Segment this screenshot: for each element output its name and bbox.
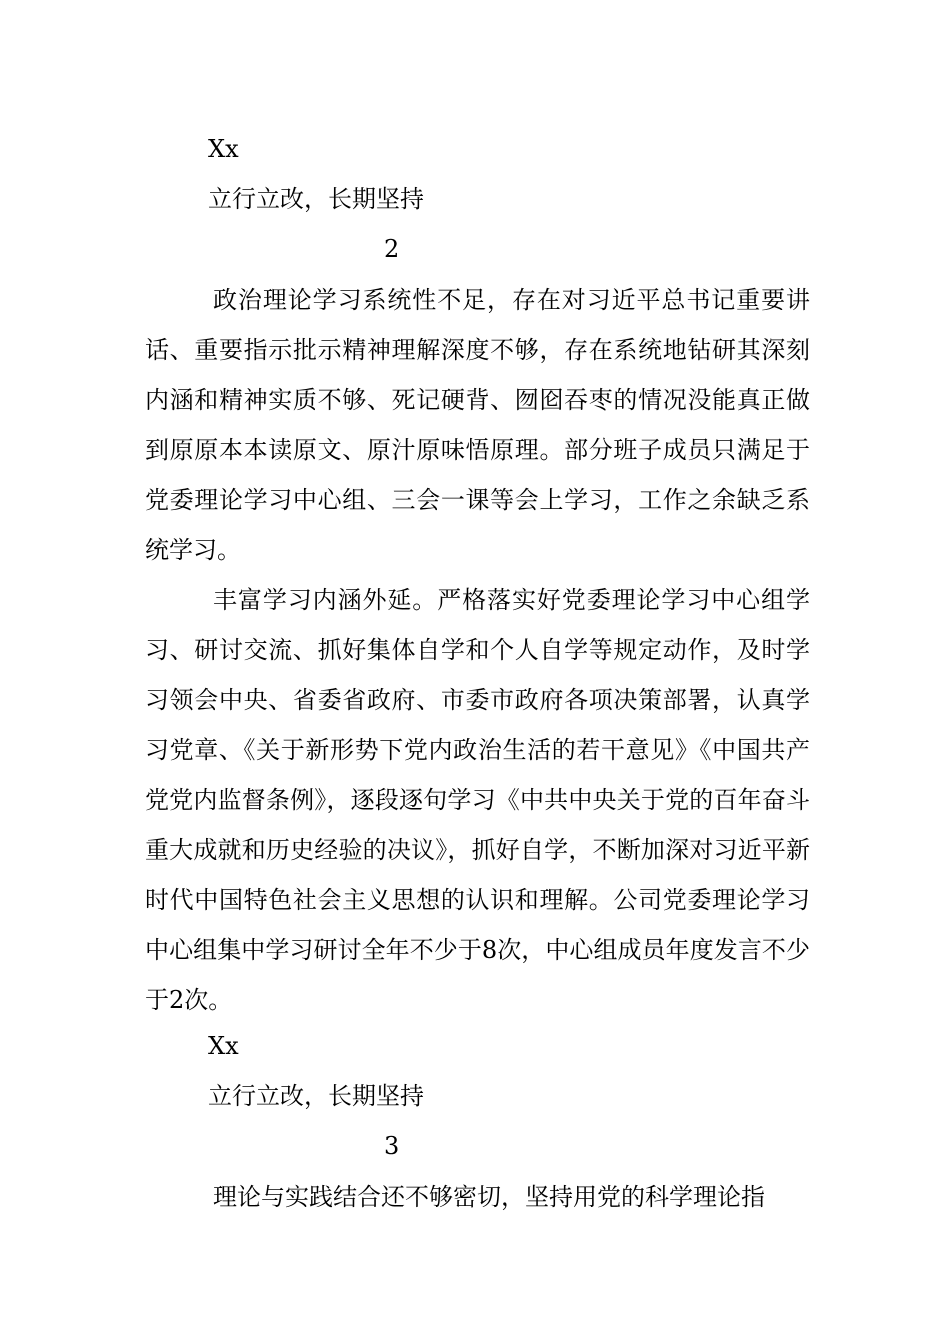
section-label: Xx xyxy=(208,1032,239,1060)
problem-paragraph: 理论与实践结合还不够密切，坚持用党的科学理论指 xyxy=(213,1183,765,1211)
problem-paragraph: 政治理论学习系统性不足，存在对习近平总书记重要讲话、重要指示批示精神理解深度不够，存在系统地钻研其深刻内涵和精神实质不够、死记硬背、囫囵吞枣的情况没能真正做到原原本本读原文、原汁原味悟原理。部分班子成员只满足于党委理论学习中心组、三会一课等会上学习，工作之余缺乏系统学习。 xyxy=(145,286,810,564)
section-subtitle: 立行立改，长期坚持 xyxy=(208,1082,424,1110)
section-number: 3 xyxy=(384,1132,400,1160)
measure-paragraph: 丰富学习内涵外延。严格落实好党委理论学习中心组学习、研讨交流、抓好集体自学和个人自学等规定动作，及时学习领会中央、省委省政府、市委市政府各项决策部署，认真学习党章、《关于新形势下党内政治生活的若干意见》《中国共产党党内监督条例》，逐段逐句学习《中共中央关于党的百年奋斗重大成就和历史经验的决议》，抓好自学，不断加深对习近平新时代中国特色社会主义思想的认识和理解。公司党委理论学习中心组集中学习研讨全年不少于8次，中心组成员年度发言不少于2次。 xyxy=(145,586,810,1014)
section-label: Xx xyxy=(208,135,239,163)
section-number: 2 xyxy=(384,235,400,263)
section-subtitle: 立行立改，长期坚持 xyxy=(208,185,424,213)
